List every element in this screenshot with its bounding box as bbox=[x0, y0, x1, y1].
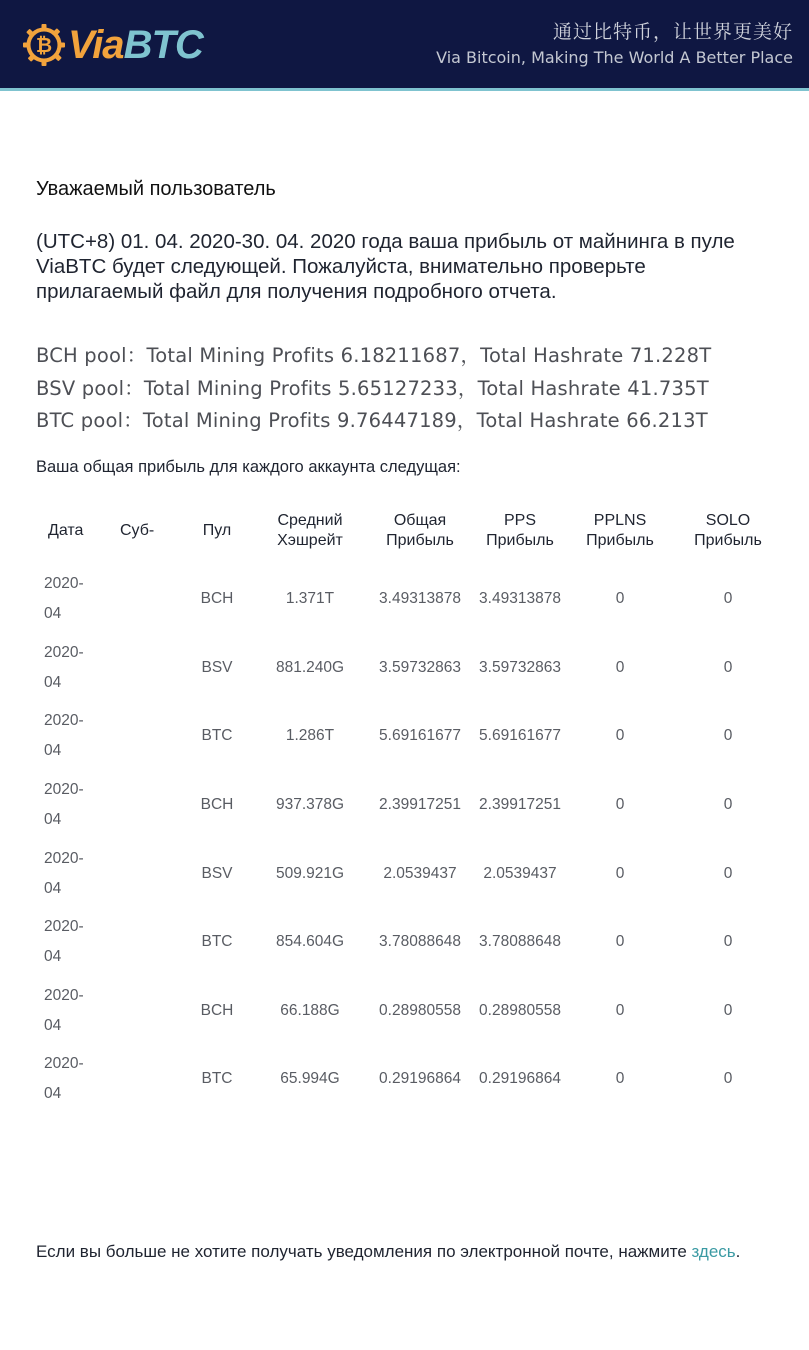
cell-total-profit: 3.49313878 bbox=[379, 590, 461, 608]
cell-pool: BCH bbox=[200, 1001, 234, 1019]
table-header-row bbox=[28, 505, 784, 557]
cell-hashrate: 65.994G bbox=[280, 1070, 340, 1088]
cell-solo-profit: 0 bbox=[723, 933, 733, 951]
cell-sub bbox=[110, 977, 182, 1046]
cell-total-profit: 0.29196864 bbox=[379, 1070, 461, 1088]
cell-pool: BSV bbox=[201, 658, 233, 676]
cell-sub bbox=[110, 1045, 182, 1114]
cell-sub bbox=[110, 908, 182, 977]
cell-solo-profit: 0 bbox=[723, 1070, 733, 1088]
slogan-chinese: 通过比特币，让世界更美好 bbox=[552, 21, 793, 43]
table-row bbox=[28, 557, 784, 634]
cell-hashrate: 854.604G bbox=[275, 933, 345, 951]
slogan-english: Via Bitcoin, Making The World A Better Place bbox=[436, 48, 793, 67]
cell-pps-profit: 0.29196864 bbox=[479, 1070, 561, 1088]
column-header-solo-profit: SOLO Прибыль bbox=[694, 512, 762, 549]
logo-text-btc: BTC bbox=[123, 23, 203, 67]
pool-summary-btc: BTC pool：Total Mining Profits 9.76447189，Total Hashrate 66.213T bbox=[36, 409, 708, 432]
bitcoin-gear-icon bbox=[22, 23, 66, 67]
cell-solo-profit: 0 bbox=[723, 658, 733, 676]
cell-pool: BSV bbox=[201, 864, 233, 882]
cell-pplns-profit: 0 bbox=[615, 864, 625, 882]
cell-pplns-profit: 0 bbox=[615, 590, 625, 608]
column-header-date: Дата bbox=[48, 522, 84, 539]
cell-date: 2020- 04 bbox=[44, 575, 84, 623]
cell-solo-profit: 0 bbox=[723, 864, 733, 882]
cell-pplns-profit: 0 bbox=[615, 933, 625, 951]
cell-total-profit: 2.0539437 bbox=[383, 864, 457, 882]
unsubscribe-tail: . bbox=[735, 1242, 741, 1261]
cell-pplns-profit: 0 bbox=[615, 1001, 625, 1019]
cell-pps-profit: 0.28980558 bbox=[479, 1001, 561, 1019]
cell-hashrate: 937.378G bbox=[275, 796, 345, 814]
cell-pool: BCH bbox=[200, 590, 234, 608]
cell-pplns-profit: 0 bbox=[615, 796, 625, 814]
pool-summary-bch: BCH pool：Total Mining Profits 6.18211687，Total Hashrate 71.228T bbox=[36, 344, 712, 367]
cell-pps-profit: 2.39917251 bbox=[479, 796, 561, 814]
column-header-sub: Суб- bbox=[120, 522, 155, 539]
cell-pool: BTC bbox=[201, 933, 233, 951]
cell-total-profit: 3.78088648 bbox=[379, 933, 461, 951]
cell-solo-profit: 0 bbox=[723, 1001, 733, 1019]
table-row bbox=[28, 1045, 784, 1114]
accounts-intro: Ваша общая прибыль для каждого аккаунта следущая: bbox=[36, 458, 461, 476]
cell-total-profit: 5.69161677 bbox=[379, 727, 461, 745]
greeting: Уважаемый пользователь bbox=[36, 178, 276, 200]
unsubscribe-text: Если вы больше не хотите получать уведомления по электронной почте, нажмите bbox=[36, 1242, 692, 1261]
cell-total-profit: 2.39917251 bbox=[379, 796, 461, 814]
cell-pps-profit: 3.59732863 bbox=[479, 658, 561, 676]
logo-wordmark bbox=[68, 23, 203, 67]
cell-pplns-profit: 0 bbox=[615, 658, 625, 676]
cell-pps-profit: 2.0539437 bbox=[483, 864, 557, 882]
cell-solo-profit: 0 bbox=[723, 590, 733, 608]
cell-hashrate: 66.188G bbox=[280, 1001, 340, 1019]
cell-pool: BCH bbox=[200, 796, 234, 814]
table-row bbox=[28, 977, 784, 1046]
table-row bbox=[28, 634, 784, 703]
cell-sub bbox=[110, 771, 182, 840]
cell-pool: BTC bbox=[201, 1070, 233, 1088]
cell-pps-profit: 3.49313878 bbox=[479, 590, 561, 608]
cell-hashrate: 1.286T bbox=[285, 727, 335, 745]
table-row bbox=[28, 839, 784, 908]
cell-sub bbox=[110, 557, 182, 634]
profit-table bbox=[28, 505, 784, 1114]
svg-text:₿: ₿ bbox=[35, 33, 53, 57]
cell-hashrate: 1.371T bbox=[285, 590, 335, 608]
email-header bbox=[0, 0, 809, 91]
cell-pps-profit: 3.78088648 bbox=[479, 933, 561, 951]
intro-paragraph: (UTC+8) 01. 04. 2020-30. 04. 2020 года ваша прибыль от майнинга в пуле ViaBTC будет следующей. Пожалуйста, внимательно проверьте прилагаемый файл для получения подробного отчета. bbox=[36, 230, 735, 303]
cell-date: 2020- 04 bbox=[44, 712, 84, 760]
cell-hashrate: 881.240G bbox=[275, 658, 345, 676]
pool-summary bbox=[36, 340, 711, 438]
cell-date: 2020- 04 bbox=[44, 781, 84, 829]
cell-date: 2020- 04 bbox=[44, 643, 84, 691]
column-header-avg-hashrate: Средний Хэшрейт bbox=[277, 512, 343, 549]
cell-sub bbox=[110, 839, 182, 908]
cell-pplns-profit: 0 bbox=[615, 727, 625, 745]
column-header-pps-profit: PPS Прибыль bbox=[486, 512, 554, 549]
table-row bbox=[28, 908, 784, 977]
cell-pool: BTC bbox=[201, 727, 233, 745]
column-header-pplns-profit: PPLNS Прибыль bbox=[586, 512, 654, 549]
cell-pps-profit: 5.69161677 bbox=[479, 727, 561, 745]
viabtc-logo[interactable] bbox=[22, 20, 203, 70]
cell-sub bbox=[110, 702, 182, 771]
header-slogan bbox=[436, 20, 793, 69]
cell-total-profit: 3.59732863 bbox=[379, 658, 461, 676]
cell-solo-profit: 0 bbox=[723, 727, 733, 745]
cell-pplns-profit: 0 bbox=[615, 1070, 625, 1088]
column-header-total-profit: Общая Прибыль bbox=[386, 512, 454, 549]
cell-date: 2020- 04 bbox=[44, 986, 84, 1034]
column-header-pool: Пул bbox=[202, 522, 232, 539]
cell-hashrate: 509.921G bbox=[275, 864, 345, 882]
pool-summary-bsv: BSV pool：Total Mining Profits 5.65127233，Total Hashrate 41.735T bbox=[36, 376, 709, 400]
unsubscribe-notice bbox=[36, 1241, 756, 1263]
cell-total-profit: 0.28980558 bbox=[379, 1001, 461, 1019]
table-row bbox=[28, 771, 784, 840]
cell-date: 2020- 04 bbox=[44, 849, 84, 897]
cell-sub bbox=[110, 634, 182, 703]
cell-date: 2020- 04 bbox=[44, 1055, 84, 1103]
table-row bbox=[28, 702, 784, 771]
logo-text-via: Via bbox=[68, 23, 124, 67]
unsubscribe-link[interactable]: здесь bbox=[691, 1242, 736, 1261]
cell-solo-profit: 0 bbox=[723, 796, 733, 814]
cell-date: 2020- 04 bbox=[44, 918, 84, 966]
